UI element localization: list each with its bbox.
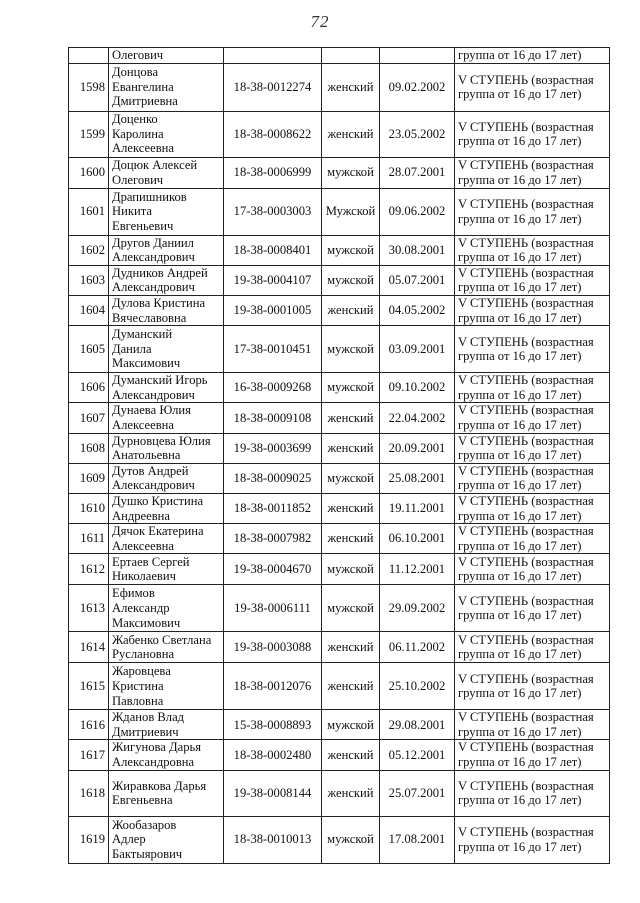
gender-line: мужской	[327, 471, 374, 486]
row-number: 1609	[69, 463, 109, 493]
gender	[322, 326, 380, 373]
gto-step-line: группа от 16 до 17 лет)	[458, 478, 582, 493]
person-name	[109, 373, 224, 403]
row-number	[69, 48, 109, 64]
row-number: 1618	[69, 770, 109, 816]
gto-step-line: V СТУПЕНЬ (возрастная	[458, 265, 594, 280]
person-name-line: Александр	[112, 600, 170, 615]
gto-step-line: группа от 16 до 17 лет)	[458, 793, 582, 808]
gender-line: женский	[327, 410, 374, 425]
registration-id: 17-38-0010451	[224, 326, 322, 373]
row-number: 1616	[69, 710, 109, 740]
gto-step	[455, 740, 610, 770]
row-number: 1607	[69, 403, 109, 433]
gto-step-line: группа от 16 до 17 лет)	[458, 724, 582, 739]
registration-id: 18-38-0012076	[224, 663, 322, 710]
table-row	[69, 663, 610, 710]
gender-line: женский	[327, 678, 374, 693]
person-name-line: Вячеславовна	[112, 310, 187, 325]
gto-step	[455, 63, 610, 111]
person-name	[109, 157, 224, 188]
row-number: 1617	[69, 740, 109, 770]
gender	[322, 816, 380, 863]
person-name	[109, 48, 224, 64]
gto-step-line: V СТУПЕНЬ (возрастная	[458, 740, 594, 755]
gto-step	[455, 433, 610, 463]
gender-line: мужской	[327, 242, 374, 257]
gto-step	[455, 373, 610, 403]
gto-step-line: группа от 16 до 17 лет)	[458, 647, 582, 662]
birth-date: 25.08.2001	[380, 463, 455, 493]
person-name	[109, 554, 224, 585]
person-name-line: Доценко	[112, 112, 158, 127]
gender-line: мужской	[327, 165, 374, 180]
row-number: 1610	[69, 493, 109, 523]
table-row	[69, 632, 610, 663]
person-name-line: Дмитриевич	[112, 724, 179, 739]
row-number: 1598	[69, 63, 109, 111]
birth-date: 30.08.2001	[380, 235, 455, 265]
birth-date: 23.05.2002	[380, 111, 455, 157]
person-name-line: Жабенко Светлана	[112, 632, 212, 647]
registration-id: 17-38-0003003	[224, 188, 322, 235]
person-name	[109, 326, 224, 373]
registration-id: 19-38-0008144	[224, 770, 322, 816]
gender-line: женский	[327, 747, 374, 762]
person-name	[109, 770, 224, 816]
gto-step	[455, 235, 610, 265]
gto-step	[455, 295, 610, 325]
gender	[322, 632, 380, 663]
gender	[322, 433, 380, 463]
gto-step-line: группа от 16 до 17 лет)	[458, 172, 582, 187]
person-name-line: Ертаев Сергей	[112, 554, 190, 569]
gender-line: женский	[327, 785, 374, 800]
gto-step-line: группа от 16 до 17 лет)	[458, 349, 582, 364]
gender	[322, 157, 380, 188]
birth-date: 09.10.2002	[380, 373, 455, 403]
person-name-line: Евангелина	[112, 79, 174, 94]
gender	[322, 48, 380, 64]
gto-step-line: V СТУПЕНЬ (возрастная	[458, 493, 594, 508]
person-name-line: Жообазаров	[112, 817, 177, 832]
registration-id: 18-38-0002480	[224, 740, 322, 770]
gto-step-line: группа от 16 до 17 лет)	[458, 686, 582, 701]
registration-id: 19-38-0004107	[224, 265, 322, 295]
page-number: 72	[310, 12, 330, 31]
person-name-line: Жиравкова Дарья	[112, 778, 207, 793]
birth-date: 17.08.2001	[380, 816, 455, 863]
person-name-line: Данила	[112, 341, 152, 356]
gto-step-line: группа от 16 до 17 лет)	[458, 608, 582, 623]
person-name-line: Александрович	[112, 280, 195, 295]
row-number: 1619	[69, 816, 109, 863]
gender-line: мужской	[327, 717, 374, 732]
row-number: 1613	[69, 585, 109, 632]
registration-id: 19-38-0003699	[224, 433, 322, 463]
gto-step	[455, 554, 610, 585]
gto-step	[455, 663, 610, 710]
person-name	[109, 710, 224, 740]
birth-date: 28.07.2001	[380, 157, 455, 188]
row-number: 1601	[69, 188, 109, 235]
gender-line: мужской	[327, 273, 374, 288]
gender	[322, 740, 380, 770]
gto-step-line: V СТУПЕНЬ (возрастная	[458, 671, 594, 686]
person-name	[109, 111, 224, 157]
gender-line: женский	[327, 303, 374, 318]
gender-line: женский	[327, 126, 374, 141]
gto-step-line: группа от 16 до 17 лет)	[458, 211, 582, 226]
gto-step-line: группа от 16 до 17 лет)	[458, 755, 582, 770]
birth-date: 19.11.2001	[380, 493, 455, 523]
gto-step-line: группа от 16 до 17 лет)	[458, 839, 582, 854]
person-name-line: Александровна	[112, 755, 195, 770]
table-row	[69, 265, 610, 295]
birth-date: 20.09.2001	[380, 433, 455, 463]
registration-id: 18-38-0012274	[224, 63, 322, 111]
row-number: 1605	[69, 326, 109, 373]
person-name-line: Думанский	[112, 327, 173, 342]
person-name-line: Алексеевна	[112, 141, 174, 156]
birth-date: 06.10.2001	[380, 524, 455, 554]
person-name-line: Доцюк Алексей	[112, 158, 198, 172]
gender	[322, 710, 380, 740]
gender	[322, 663, 380, 710]
table-row	[69, 740, 610, 770]
person-name	[109, 632, 224, 663]
table-body	[69, 48, 610, 864]
registration-id: 15-38-0008893	[224, 710, 322, 740]
person-name	[109, 524, 224, 554]
birth-date	[380, 48, 455, 64]
registration-id: 18-38-0010013	[224, 816, 322, 863]
gender	[322, 403, 380, 433]
person-name	[109, 663, 224, 710]
gto-step	[455, 710, 610, 740]
person-name-line: Донцова	[112, 65, 159, 80]
gto-step-line: группа от 16 до 17 лет)	[458, 134, 582, 149]
row-number: 1615	[69, 663, 109, 710]
gto-step	[455, 493, 610, 523]
person-name	[109, 740, 224, 770]
person-name-line: Дмитриевна	[112, 94, 178, 109]
birth-date: 25.10.2002	[380, 663, 455, 710]
table-row	[69, 585, 610, 632]
person-name-line: Олегович	[112, 172, 164, 187]
table-row	[69, 326, 610, 373]
gender-line: мужской	[327, 561, 374, 576]
gender	[322, 111, 380, 157]
person-name-line: Другов Даниил	[112, 235, 194, 250]
gender	[322, 554, 380, 585]
gto-step-line: V СТУПЕНЬ (возрастная	[458, 524, 594, 539]
gto-step-line: группа от 16 до 17 лет)	[458, 508, 582, 523]
row-number: 1599	[69, 111, 109, 157]
person-name-line: Максимович	[112, 615, 181, 630]
table-row	[69, 157, 610, 188]
gender	[322, 235, 380, 265]
birth-date: 03.09.2001	[380, 326, 455, 373]
gender-line: й	[368, 204, 376, 219]
row-number: 1603	[69, 265, 109, 295]
person-name-line: Евгеньевич	[112, 218, 174, 233]
gto-step	[455, 585, 610, 632]
gender-line: мужской	[327, 380, 374, 395]
table-row	[69, 373, 610, 403]
person-name	[109, 585, 224, 632]
gto-step	[455, 463, 610, 493]
gto-step	[455, 403, 610, 433]
gto-step	[455, 188, 610, 235]
gender-line: женский	[327, 639, 374, 654]
registration-id: 18-38-0007982	[224, 524, 322, 554]
gender-line: мужской	[327, 600, 374, 615]
person-name-line: Александрович	[112, 478, 195, 493]
gto-step-line: V СТУПЕНЬ (возрастная	[458, 72, 594, 87]
row-number: 1608	[69, 433, 109, 463]
gender	[322, 63, 380, 111]
gender-line: женский	[327, 440, 374, 455]
gto-step-line: V СТУПЕНЬ (возрастная	[458, 295, 594, 310]
person-name-line: Руслановна	[112, 647, 175, 662]
person-name-line: Жданов Влад	[112, 710, 185, 725]
registry-table	[68, 47, 610, 864]
birth-date: 29.09.2002	[380, 585, 455, 632]
gender-line: Мужско	[325, 204, 369, 219]
table-row	[69, 710, 610, 740]
person-name-line: Олегович	[112, 48, 164, 62]
registration-id: 18-38-0011852	[224, 493, 322, 523]
registration-id: 19-38-0003088	[224, 632, 322, 663]
gto-step-line: V СТУПЕНЬ (возрастная	[458, 825, 594, 840]
gender-line: женский	[327, 79, 374, 94]
gto-step-line: V СТУПЕНЬ (возрастная	[458, 433, 594, 448]
birth-date: 09.06.2002	[380, 188, 455, 235]
gto-step	[455, 816, 610, 863]
gender	[322, 770, 380, 816]
gto-step-line: V СТУПЕНЬ (возрастная	[458, 593, 594, 608]
row-number: 1612	[69, 554, 109, 585]
registration-id: 18-38-0006999	[224, 157, 322, 188]
birth-date: 05.07.2001	[380, 265, 455, 295]
gto-step-line: V СТУПЕНЬ (возрастная	[458, 554, 594, 569]
person-name	[109, 493, 224, 523]
birth-date: 29.08.2001	[380, 710, 455, 740]
gender	[322, 493, 380, 523]
gto-step-line: группа от 16 до 17 лет)	[458, 310, 582, 325]
table-row	[69, 235, 610, 265]
table-row	[69, 433, 610, 463]
gto-step-line: группа от 16 до 17 лет)	[458, 569, 582, 584]
person-name	[109, 235, 224, 265]
gto-step-line: V СТУПЕНЬ (возрастная	[458, 373, 594, 388]
table-row	[69, 524, 610, 554]
gto-step-line: V СТУПЕНЬ (возрастная	[458, 463, 594, 478]
person-name-line: Анатольевна	[112, 448, 181, 463]
gto-step	[455, 48, 610, 64]
registration-id: 18-38-0009108	[224, 403, 322, 433]
person-name-line: Александрович	[112, 387, 195, 402]
registration-id	[224, 48, 322, 64]
gto-step-line: V СТУПЕНЬ (возрастная	[458, 197, 594, 211]
person-name-line: Дурновцева Юлия	[112, 433, 211, 448]
birth-date: 04.05.2002	[380, 295, 455, 325]
person-name	[109, 403, 224, 433]
gto-step	[455, 265, 610, 295]
row-number: 1602	[69, 235, 109, 265]
table-row	[69, 770, 610, 816]
gto-step-line: группа от 16 до 17 лет)	[458, 280, 582, 295]
gto-step-line: группа от 16 до 17 лет)	[458, 250, 582, 265]
registration-id: 18-38-0009025	[224, 463, 322, 493]
gto-step-line: группа от 16 до 17 лет)	[458, 48, 582, 62]
gender-line: мужской	[327, 832, 374, 847]
table-row	[69, 48, 610, 64]
person-name-line: Кристина	[112, 678, 164, 693]
person-name-line: Павловна	[112, 693, 164, 708]
table-row	[69, 403, 610, 433]
table-row	[69, 295, 610, 325]
person-name-line: Ефимов	[112, 586, 155, 601]
person-name-line: Александрович	[112, 250, 195, 265]
person-name	[109, 816, 224, 863]
person-name-line: Дутов Андрей	[112, 463, 189, 478]
gto-step-line: V СТУПЕНЬ (возрастная	[458, 778, 594, 793]
gender	[322, 585, 380, 632]
gto-step-line: V СТУПЕНЬ (возрастная	[458, 632, 594, 647]
gto-step	[455, 770, 610, 816]
birth-date: 11.12.2001	[380, 554, 455, 585]
gender	[322, 295, 380, 325]
table-row	[69, 188, 610, 235]
gto-step-line: V СТУПЕНЬ (возрастная	[458, 119, 594, 134]
person-name-line: Алексеевна	[112, 538, 174, 553]
gto-step-line: группа от 16 до 17 лет)	[458, 387, 582, 402]
person-name	[109, 463, 224, 493]
row-number: 1614	[69, 632, 109, 663]
row-number: 1606	[69, 373, 109, 403]
gto-step	[455, 111, 610, 157]
gender-line: женский	[327, 531, 374, 546]
registration-id: 18-38-0008401	[224, 235, 322, 265]
gto-step-line: V СТУПЕНЬ (возрастная	[458, 710, 594, 725]
registration-id: 19-38-0006111	[224, 585, 322, 632]
gender-line: мужской	[327, 341, 374, 356]
gender-line: женский	[327, 501, 374, 516]
registration-id: 19-38-0004670	[224, 554, 322, 585]
gto-step	[455, 524, 610, 554]
person-name-line: Евгеньевна	[112, 793, 173, 808]
person-name-line: Жигунова Дарья	[112, 740, 202, 755]
person-name	[109, 295, 224, 325]
person-name	[109, 63, 224, 111]
birth-date: 22.04.2002	[380, 403, 455, 433]
gto-step-line: V СТУПЕНЬ (возрастная	[458, 158, 594, 172]
person-name	[109, 188, 224, 235]
gto-step-line: группа от 16 до 17 лет)	[458, 87, 582, 102]
gender	[322, 373, 380, 403]
row-number: 1611	[69, 524, 109, 554]
gender	[322, 524, 380, 554]
person-name-line: Дячок Екатерина	[112, 524, 204, 539]
birth-date: 05.12.2001	[380, 740, 455, 770]
person-name-line: Никита	[112, 204, 152, 219]
birth-date: 25.07.2001	[380, 770, 455, 816]
gto-step-line: V СТУПЕНЬ (возрастная	[458, 334, 594, 349]
gto-step-line: группа от 16 до 17 лет)	[458, 448, 582, 463]
gto-step	[455, 632, 610, 663]
gto-step-line: группа от 16 до 17 лет)	[458, 538, 582, 553]
person-name-line: Душко Кристина	[112, 493, 204, 508]
person-name-line: Максимович	[112, 356, 181, 371]
person-name-line: Адлер	[112, 832, 146, 847]
person-name-line: Драпишников	[112, 189, 187, 204]
person-name-line: Дудников Андрей	[112, 265, 208, 280]
gto-step-line: V СТУПЕНЬ (возрастная	[458, 403, 594, 418]
gender	[322, 265, 380, 295]
person-name-line: Жаровцева	[112, 664, 171, 679]
registration-id: 18-38-0008622	[224, 111, 322, 157]
gender	[322, 463, 380, 493]
person-name-line: Николаевич	[112, 569, 176, 584]
gto-step-line: V СТУПЕНЬ (возрастная	[458, 235, 594, 250]
table-row	[69, 111, 610, 157]
gto-step	[455, 157, 610, 188]
person-name-line: Андреевна	[112, 508, 170, 523]
gto-step	[455, 326, 610, 373]
person-name	[109, 433, 224, 463]
registration-id: 19-38-0001005	[224, 295, 322, 325]
registration-id: 16-38-0009268	[224, 373, 322, 403]
birth-date: 06.11.2002	[380, 632, 455, 663]
gender	[322, 188, 380, 235]
table-row	[69, 554, 610, 585]
person-name	[109, 265, 224, 295]
gto-step-line: группа от 16 до 17 лет)	[458, 417, 582, 432]
row-number: 1600	[69, 157, 109, 188]
row-number: 1604	[69, 295, 109, 325]
person-name-line: Дунаева Юлия	[112, 403, 191, 418]
table-row	[69, 493, 610, 523]
person-name-line: Дулова Кристина	[112, 295, 206, 310]
table-row	[69, 816, 610, 863]
person-name-line: Каролина	[112, 126, 164, 141]
table-row	[69, 463, 610, 493]
birth-date: 09.02.2002	[380, 63, 455, 111]
person-name-line: Думанский Игорь	[112, 373, 208, 388]
person-name-line: Бактыярович	[112, 846, 183, 861]
table-row	[69, 63, 610, 111]
person-name-line: Алексеевна	[112, 417, 174, 432]
